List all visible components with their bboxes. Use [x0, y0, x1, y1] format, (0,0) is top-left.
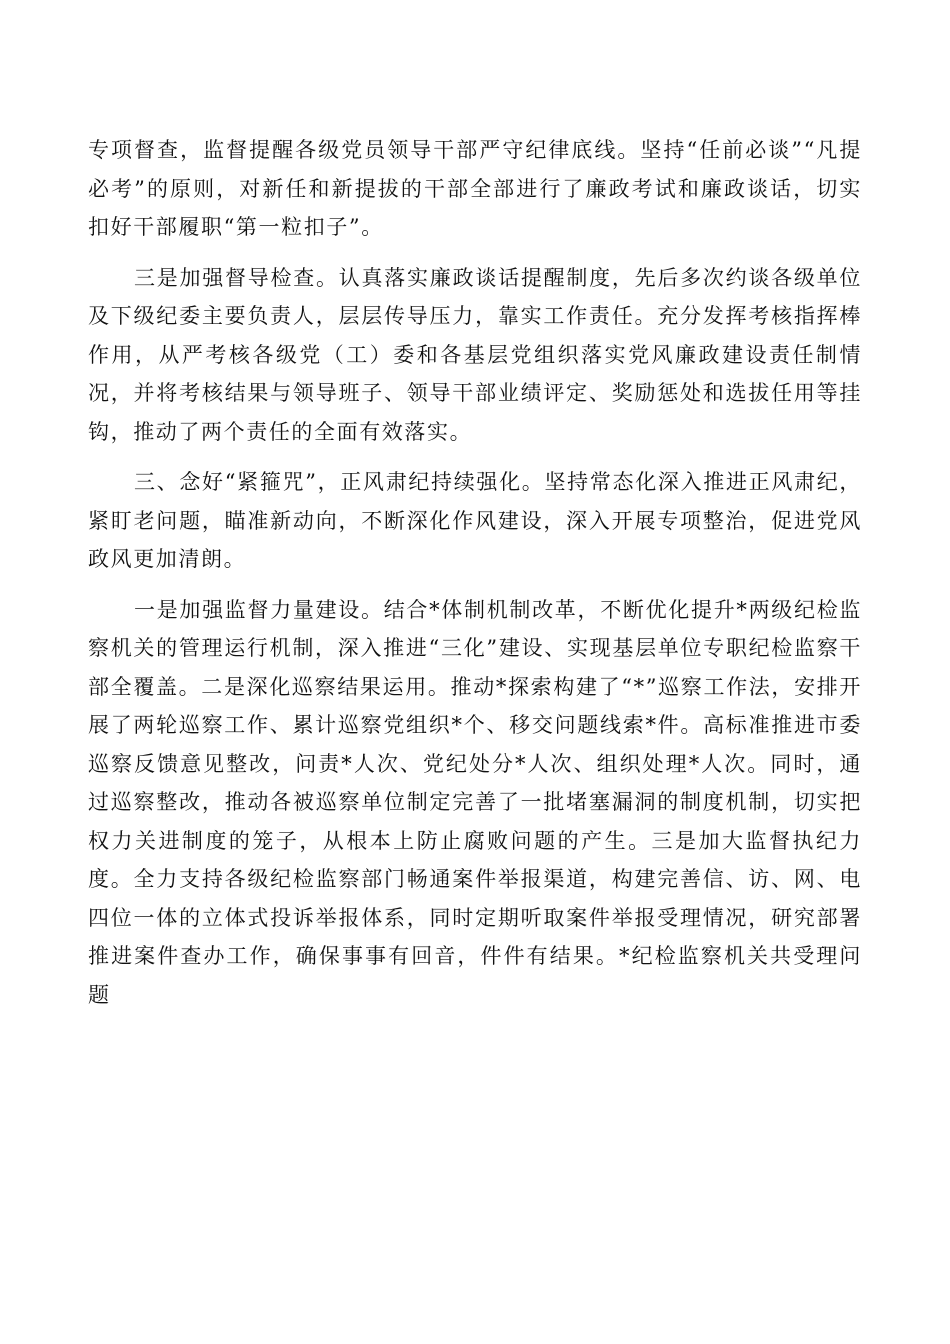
document-body	[88, 131, 862, 1014]
paragraph-supervision-force: 一是加强监督力量建设。结合*体制机制改革，不断优化提升*两级纪检监察机关的管理运行机制，深入推进“三化”建设、实现基层单位专职纪检监察干部全覆盖。二是深化巡察结果运用。推动*探索构建了“*”巡察工作法，安排开展了两轮巡察工作、累计巡察党组织*个、移交问题线索*件。高标准推进市委巡察反馈意见整改，问责*人次、党纪处分*人次、组织处理*人次。同时，通过巡察整改，推动各被巡察单位制定完善了一批堵塞漏洞的制度机制，切实把权力关进制度的笼子，从根本上防止腐败问题的产生。三是加大监督执纪力度。全力支持各级纪检监察部门畅通案件举报渠道，构建完善信、访、网、电四位一体的立体式投诉举报体系，同时定期听取案件举报受理情况，研究部署推进案件查办工作，确保事事有回音，件件有结果。*纪检监察机关共受理问题	[88, 597, 862, 1007]
paragraph-supervision-inspection: 三是加强督导检查。认真落实廉政谈话提醒制度，先后多次约谈各级单位及下级纪委主要负责人，层层传导压力，靠实工作责任。充分发挥考核指挥棒作用，从严考核各级党（工）委和各基层党组织落实党风廉政建设责任制情况，并将考核结果与领导班子、领导干部业绩评定、奖励惩处和选拔任用等挂钩，推动了两个责任的全面有效落实。	[88, 265, 862, 444]
paragraph-continuation: 专项督查，监督提醒各级党员领导干部严守纪律底线。坚持“任前必谈”“凡提必考”的原则，对新任和新提拔的干部全部进行了廉政考试和廉政谈话，切实扣好干部履职“第一粒扣子”。	[88, 138, 862, 239]
paragraph-section-three-heading: 三、念好“紧箍咒”，正风肃纪持续强化。坚持常态化深入推进正风肃纪，紧盯老问题，瞄准新动向，不断深化作风建设，深入开展专项整治，促进党风政风更加清朗。	[88, 470, 862, 571]
